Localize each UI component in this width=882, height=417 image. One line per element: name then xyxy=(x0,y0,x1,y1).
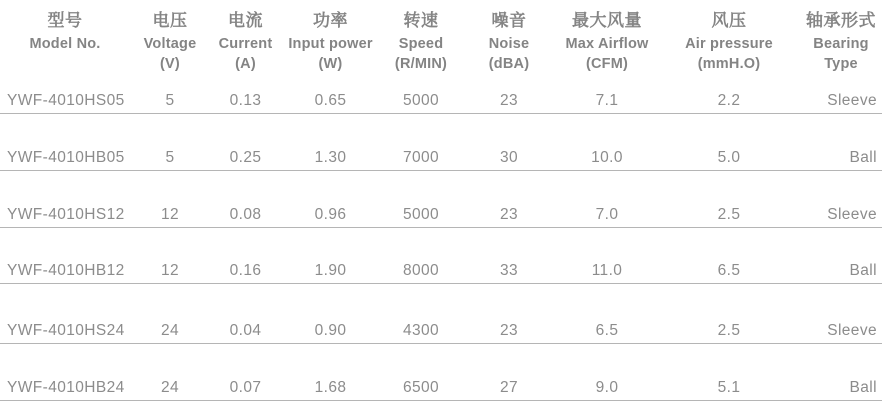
speed-cell: 4300 xyxy=(380,283,462,343)
voltage-cell: 5 xyxy=(130,75,210,113)
table-row xyxy=(0,227,882,283)
max-airflow-cell: 9.0 xyxy=(556,343,658,400)
max-airflow-cell: 10.0 xyxy=(556,113,658,170)
max-airflow-cell: 11.0 xyxy=(556,227,658,283)
voltage-cell: 12 xyxy=(130,227,210,283)
voltage-cell: 24 xyxy=(130,283,210,343)
bearing-cell: Ball xyxy=(800,113,882,170)
max-airflow-cell: 7.1 xyxy=(556,75,658,113)
bearing-cell: Sleeve xyxy=(800,283,882,343)
input-power-cell: 0.65 xyxy=(281,75,380,113)
col-header-current xyxy=(210,0,281,75)
table-row xyxy=(0,283,882,343)
header-en: Model No. xyxy=(29,36,101,52)
header-unit: (dBA) xyxy=(488,56,530,72)
header-unit: (W) xyxy=(318,56,343,72)
header-unit: (A) xyxy=(235,56,256,72)
input-power-cell: 1.68 xyxy=(281,343,380,400)
model-cell: YWF-4010HS05 xyxy=(0,75,130,113)
model-cell: YWF-4010HB05 xyxy=(0,113,130,170)
speed-cell: 5000 xyxy=(380,75,462,113)
current-cell: 0.08 xyxy=(210,170,281,227)
col-header-input-power xyxy=(281,0,380,75)
header-en: Current xyxy=(218,36,273,52)
model-cell: YWF-4010HS24 xyxy=(0,283,130,343)
header-unit: Type xyxy=(824,56,858,72)
bearing-cell: Sleeve xyxy=(800,75,882,113)
col-header-voltage xyxy=(130,0,210,75)
header-zh: 转速 xyxy=(403,11,439,30)
air-pressure-cell: 5.0 xyxy=(658,113,800,170)
input-power-cell: 1.90 xyxy=(281,227,380,283)
table-row xyxy=(0,170,882,227)
header-unit: (CFM) xyxy=(585,56,629,72)
header-zh: 噪音 xyxy=(491,11,527,30)
noise-cell: 33 xyxy=(462,227,556,283)
voltage-cell: 5 xyxy=(130,113,210,170)
header-unit: (R/MIN) xyxy=(394,56,448,72)
col-header-noise xyxy=(462,0,556,75)
header-zh: 风压 xyxy=(711,11,747,30)
model-cell: YWF-4010HB24 xyxy=(0,343,130,400)
table-body xyxy=(0,75,882,400)
noise-cell: 23 xyxy=(462,283,556,343)
air-pressure-cell: 5.1 xyxy=(658,343,800,400)
header-en: Speed xyxy=(398,36,444,52)
current-cell: 0.07 xyxy=(210,343,281,400)
model-cell: YWF-4010HB12 xyxy=(0,227,130,283)
col-header-speed xyxy=(380,0,462,75)
header-en: Max Airflow xyxy=(565,36,649,52)
speed-cell: 5000 xyxy=(380,170,462,227)
bearing-cell: Ball xyxy=(800,227,882,283)
col-header-model xyxy=(0,0,130,75)
header-unit: (V) xyxy=(160,56,180,72)
header-en: Bearing xyxy=(813,36,869,52)
header-zh: 最大风量 xyxy=(572,11,642,30)
col-header-max-airflow xyxy=(556,0,658,75)
speed-cell: 6500 xyxy=(380,343,462,400)
table-row xyxy=(0,343,882,400)
header-en: Noise xyxy=(488,36,530,52)
air-pressure-cell: 2.2 xyxy=(658,75,800,113)
header-zh: 功率 xyxy=(313,11,348,30)
col-header-air-pressure xyxy=(658,0,800,75)
current-cell: 0.04 xyxy=(210,283,281,343)
voltage-cell: 12 xyxy=(130,170,210,227)
header-unit: (mmH.O) xyxy=(697,56,761,72)
table-row xyxy=(0,113,882,170)
voltage-cell: 24 xyxy=(130,343,210,400)
speed-cell: 7000 xyxy=(380,113,462,170)
input-power-cell: 0.90 xyxy=(281,283,380,343)
input-power-cell: 0.96 xyxy=(281,170,380,227)
table-header-row xyxy=(0,0,882,75)
table-row xyxy=(0,75,882,113)
header-zh: 轴承形式 xyxy=(806,11,876,30)
header-zh: 型号 xyxy=(47,11,83,30)
air-pressure-cell: 2.5 xyxy=(658,170,800,227)
noise-cell: 23 xyxy=(462,170,556,227)
current-cell: 0.25 xyxy=(210,113,281,170)
current-cell: 0.16 xyxy=(210,227,281,283)
header-zh: 电流 xyxy=(228,11,263,30)
model-cell: YWF-4010HS12 xyxy=(0,170,130,227)
noise-cell: 23 xyxy=(462,75,556,113)
bearing-cell: Sleeve xyxy=(800,170,882,227)
speed-cell: 8000 xyxy=(380,227,462,283)
header-zh: 电压 xyxy=(152,11,188,30)
header-en: Input power xyxy=(288,36,373,52)
current-cell: 0.13 xyxy=(210,75,281,113)
noise-cell: 30 xyxy=(462,113,556,170)
max-airflow-cell: 7.0 xyxy=(556,170,658,227)
noise-cell: 27 xyxy=(462,343,556,400)
air-pressure-cell: 2.5 xyxy=(658,283,800,343)
header-en: Air pressure xyxy=(685,36,773,52)
header-en: Voltage xyxy=(143,36,197,52)
bearing-cell: Ball xyxy=(800,343,882,400)
air-pressure-cell: 6.5 xyxy=(658,227,800,283)
col-header-bearing-type xyxy=(800,0,882,75)
max-airflow-cell: 6.5 xyxy=(556,283,658,343)
input-power-cell: 1.30 xyxy=(281,113,380,170)
